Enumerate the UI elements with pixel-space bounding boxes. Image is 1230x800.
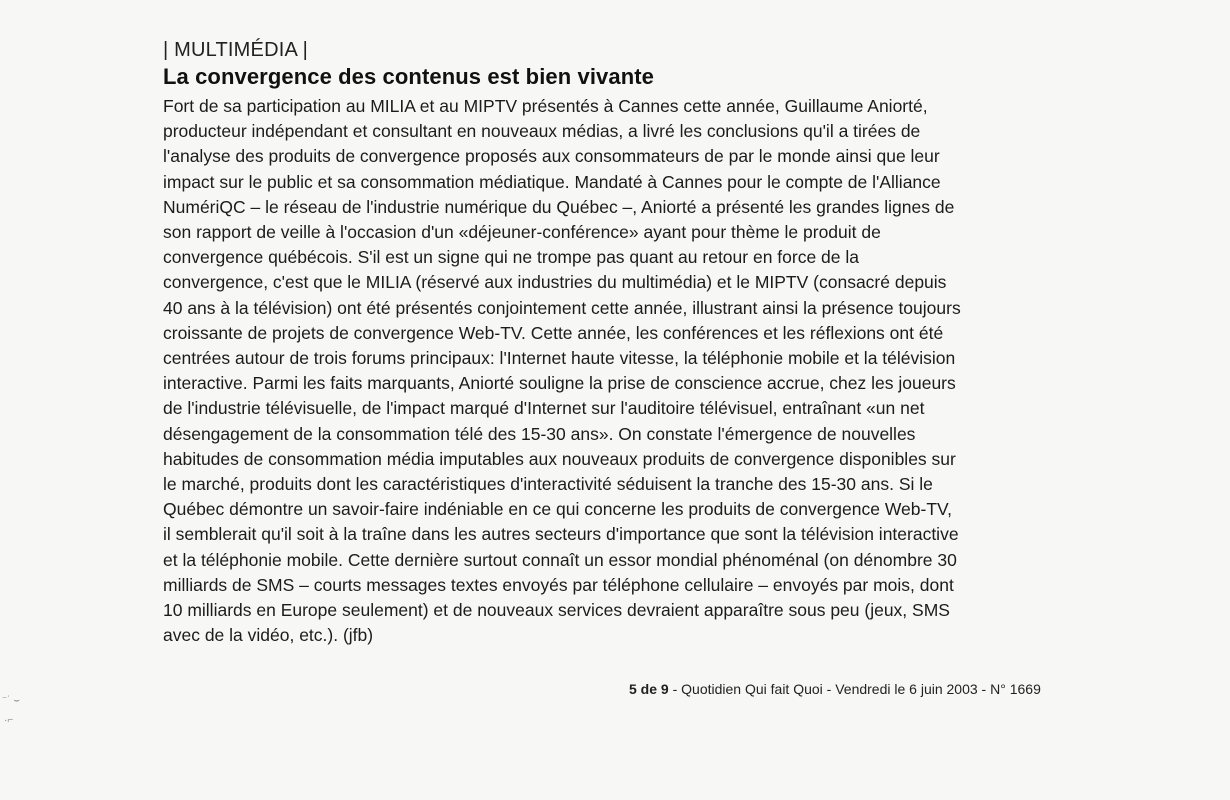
body-line: Québec démontre un savoir-faire indéniable en ce qui concerne les produits de convergence Web-TV,: [163, 499, 952, 520]
body-line: croissante de projets de convergence Web-TV. Cette année, les conférences et les réflexions ont été: [163, 322, 944, 343]
body-line: désengagement de la consommation télé des 15-30 ans». On constate l'émergence de nouvelles: [163, 423, 916, 444]
scan-artifact: ·⌐: [4, 715, 14, 726]
scan-artifact: ⁻˙ ⌣: [2, 695, 20, 706]
body-line: et la téléphonie mobile. Cette dernière surtout connaît un essor mondial phénoménal (on dénombre 30: [163, 549, 957, 570]
page-footer: [629, 680, 1041, 698]
body-line: habitudes de consommation média imputables aux nouveaux produits de convergence disponibles sur: [163, 448, 956, 469]
body-line: NumériQC – le réseau de l'industrie numérique du Québec –, Aniorté a présenté les grandes lignes de: [163, 196, 955, 217]
body-line: l'analyse des produits de convergence proposés aux consommateurs de par le monde ainsi que leur: [163, 146, 940, 167]
body-line: Fort de sa participation au MILIA et au MIPTV présentés à Cannes cette année, Guillaume Aniorté,: [163, 96, 928, 116]
article-headline: La convergence des contenus est bien vivante: [163, 64, 655, 89]
body-line: interactive. Parmi les faits marquants, Aniorté souligne la prise de conscience accrue, chez les joueurs: [163, 373, 956, 394]
body-line: il semblerait qu'il soit à la traîne dans les autres secteurs d'importance que sont la télévision interactive: [163, 524, 959, 545]
body-line: 40 ans à la télévision) ont été présentés conjointement cette année, illustrant ainsi la présence toujours: [163, 297, 961, 318]
body-line: son rapport de veille à l'occasion d'un «déjeuner-conférence» ayant pour thème le produit de: [163, 222, 881, 243]
body-line: convergence, c'est que le MILIA (réservé aux industries du multimédia) et le MIPTV (consacré depuis: [163, 272, 947, 293]
body-line: de l'industrie télévisuelle, de l'impact marqué d'Internet sur l'auditoire télévisuel, entraînant «un net: [163, 398, 925, 419]
page-number: 5 de 9: [629, 681, 669, 697]
body-line: centrées autour de trois forums principaux: l'Internet haute vitesse, la téléphonie mobile et la télévision: [163, 348, 956, 369]
body-line: 10 milliards en Europe seulement) et de nouveaux services devraient apparaître sous peu (jeux, SMS: [163, 600, 950, 621]
body-line: impact sur le public et sa consommation médiatique. Mandaté à Cannes pour le compte de l'Alliance: [163, 171, 941, 192]
body-line: avec de la vidéo, etc.). (jfb): [163, 625, 374, 646]
section-tag: | MULTIMÉDIA |: [163, 39, 309, 61]
body-line: producteur indépendant et consultant en nouveaux médias, a livré les conclusions qu'il a tirées de: [163, 121, 921, 142]
body-line: milliards de SMS – courts messages textes envoyés par téléphone cellulaire – envoyés par mois, dont: [163, 574, 954, 595]
article-body: [163, 94, 1103, 648]
body-line: le marché, produits dont les caractéristiques d'interactivité séduisent la tranche des 15-30 ans. Si le: [163, 474, 933, 495]
publication-info: - Quotidien Qui fait Quoi - Vendredi le 6 juin 2003 - N° 1669: [668, 681, 1041, 697]
body-line: convergence québécois. S'il est un signe qui ne trompe pas quant au retour en force de la: [163, 247, 860, 268]
